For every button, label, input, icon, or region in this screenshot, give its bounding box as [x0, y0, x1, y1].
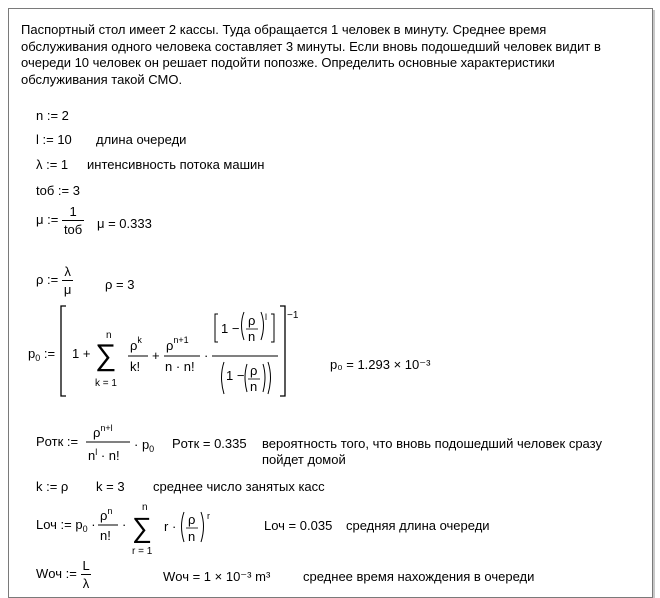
svg-text:Lоч := p0 ·: Lоч := $p_0$ · [36, 517, 96, 534]
assign-n: n := 2 [36, 108, 69, 123]
svg-text:n: n [188, 529, 196, 544]
rho-numerator: λ [64, 264, 71, 279]
formula-rho [36, 264, 73, 297]
svg-text:r = 1: r = 1 [132, 546, 153, 557]
svg-text:Pотк :=: Pотк := [36, 434, 79, 449]
mu-fraction [62, 204, 84, 237]
svg-text:1 +: 1 + [72, 346, 91, 361]
p0-lhs: $p_0$ := [28, 346, 56, 363]
result-loch: Lоч = 0.035 [264, 518, 333, 533]
result-mu: μ = 0.333 [97, 216, 152, 231]
label-queue-length: длина очереди [96, 132, 187, 147]
svg-text:r ·: r · [164, 519, 177, 534]
mu-denominator: tоб [63, 222, 83, 237]
svg-text:n · n!: n · n! [165, 359, 195, 374]
assign-l: l := 10 [36, 132, 72, 147]
rho-denominator: μ [63, 282, 72, 297]
assign-tob: tоб := 3 [36, 183, 80, 198]
svg-text:ρ: ρ [250, 363, 258, 378]
label-refusal-line1: вероятность того, что вновь подошедший человек сразу [262, 436, 602, 451]
mu-numerator: 1 [69, 204, 77, 219]
formula-mu [36, 204, 84, 237]
svg-text:1 −: 1 − [221, 321, 240, 336]
woch-lhs: Wоч := [36, 565, 77, 581]
svg-text:∑: ∑ [95, 339, 117, 372]
result-woch: Wоч = 1 × 10⁻³ m³ [163, 569, 271, 584]
assign-lambda: λ := 1 [36, 157, 69, 172]
result-potk: Pотк = 0.335 [172, 436, 247, 451]
problem-statement: Паспортный стол имеет 2 кассы. Туда обращается 1 человек в минуту. Среднее время обслуживания одного человека составляет 3 минуты. Если вновь подошедший человек видит в очереди 10 человек он решает подойти попозже. Определить основные характеристики обслуживания такой СМО. [21, 22, 601, 87]
svg-text:n: n [250, 379, 258, 394]
svg-text:ρn+1: $\rho^{n+1}$ [166, 335, 189, 353]
woch-fraction [80, 558, 91, 591]
svg-text:nl · n!: $n^l \cdot n$! [88, 447, 120, 463]
svg-text:n: n [142, 502, 148, 513]
formula-loch [36, 498, 236, 558]
assign-k: k := ρ [36, 479, 69, 494]
svg-text:n: n [248, 329, 256, 344]
svg-text:∑: ∑ [132, 512, 152, 543]
svg-text:n!: n! [100, 528, 111, 543]
svg-text:ρ: ρ [248, 313, 256, 328]
svg-text:ρn: $\rho^n$ [100, 506, 113, 523]
woch-denominator: λ [82, 576, 90, 591]
svg-text:ρ: ρ [188, 512, 196, 527]
svg-text:· p0: · $p_0$ [134, 437, 155, 454]
label-flow-intensity: интенсивность потока машин [87, 157, 265, 172]
label-queue-time: среднее время нахождения в очереди [303, 569, 535, 584]
result-k: k = 3 [96, 479, 125, 494]
rho-fraction [62, 264, 74, 297]
svg-text:−1: −1 [287, 310, 299, 321]
label-queue-avg-length: средняя длина очереди [346, 518, 490, 533]
rho-lhs: ρ := [36, 271, 59, 287]
formula-potk [36, 422, 156, 468]
result-rho: ρ = 3 [105, 277, 135, 292]
svg-text:ρn+l: $\rho^{n+l}$ [93, 423, 113, 440]
mu-lhs: μ := [36, 211, 59, 227]
woch-numerator: L [82, 558, 90, 573]
formula-p0 [28, 300, 308, 406]
svg-text:+: + [152, 348, 160, 363]
formula-woch [36, 558, 92, 591]
svg-text:r: r [207, 511, 210, 521]
label-refusal-line2: пойдет домой [262, 452, 346, 467]
svg-text:·: · [122, 517, 127, 532]
svg-text:·: · [204, 348, 209, 363]
svg-text:n: n [106, 330, 112, 341]
svg-text:1 −: 1 − [226, 368, 245, 383]
svg-text:k = 1: k = 1 [95, 378, 117, 389]
svg-text:k!: k! [130, 359, 141, 374]
svg-text:ρk: $\rho^k$ [130, 335, 142, 353]
result-p0: p₀ = 1.293 × 10⁻³ [330, 357, 431, 372]
svg-text:l: l [265, 312, 267, 322]
label-busy-cashiers: среднее число занятых касс [153, 479, 325, 494]
